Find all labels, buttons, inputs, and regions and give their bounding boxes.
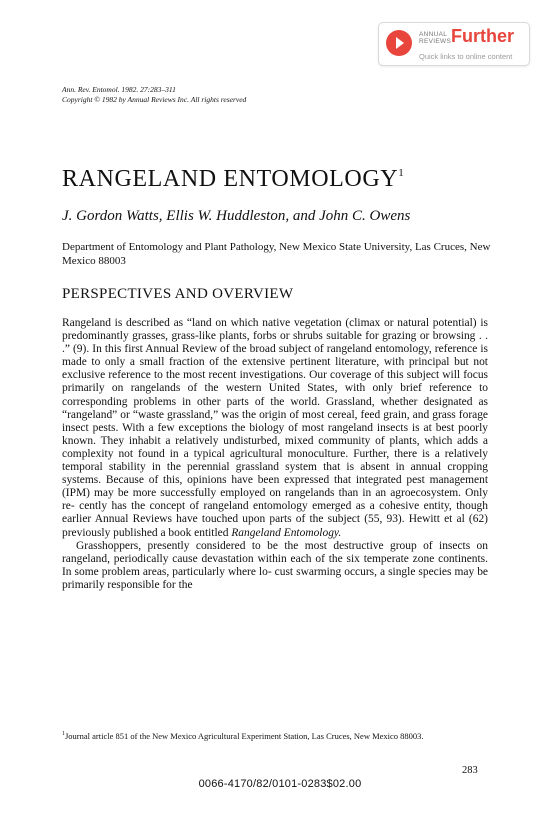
play-arrow-icon xyxy=(386,30,412,56)
article-title-text: RANGELAND ENTOMOLOGY xyxy=(62,166,399,192)
article-identifier: 0066-4170/82/0101-0283$02.00 xyxy=(198,778,362,790)
annual-reviews-further-badge[interactable] xyxy=(378,22,530,66)
footnote-text: Journal article 851 of the New Mexico Agricultural Experiment Station, Las Cruces, New Mexico 88003. xyxy=(65,730,424,741)
article-title xyxy=(62,166,404,193)
affiliation: Department of Entomology and Plant Pathology, New Mexico State University, Las Cruces, New Mexico 88003 xyxy=(62,241,491,267)
badge-further-label: Further xyxy=(451,26,514,46)
journal-citation xyxy=(62,85,246,105)
paragraph-2: Grasshoppers, presently considered to be the most destructive group of insects on rangeland, periodically cause devastation within each of the six temperate zone continents. In some problem areas, particularly where lo- cust swarming occurs, a single species may be primarily responsible for the xyxy=(62,539,488,591)
authors: J. Gordon Watts, Ellis W. Huddleston, and John C. Owens xyxy=(62,208,411,224)
page-number: 283 xyxy=(462,765,478,776)
paragraph-1 xyxy=(62,317,488,540)
badge-subtitle: Quick links to online content xyxy=(419,52,513,61)
footnote xyxy=(62,729,488,742)
paragraph-1-text: Rangeland is described as “land on which native vegetation (climax or natural potential) is predominantly grasses, grass-like plants, forbs or shrubs suitable for grazing or browsing . . .” (9). In this first Annual Review of the broad subject of rangeland entomology, reference is made to only a small fraction of the extensive pertinent literature, with principal but not exclusive reference to the most recent investigations. Our coverage of this subject will focus primarily on rangelands of the western United States, with only brief reference to corresponding problems in other parts of the world. Grassland, whether designated as “rangeland” or “waste grassland,” was the origin of most cereal, feed grain, and grass forage insect pests. With a few exceptions the biology of most rangeland insects is at best poorly known. They inhabit a relatively undisturbed, mixed community of plants, which adds a complexity not found in a typical agricultural monoculture. Further, there is a relatively temporal stability in the perennial grassland system that is absent in annual cropping systems. Because of this, opinions have been expressed that integrated pest management (IPM) may be more successfully employed on rangelands than in an agroecosystem. Only re- cently has the concept of rangeland entomology emerged as a cohesive entity, though earlier Annual Reviews have touched upon parts of the subject (55, 93). Hewitt et al (62) previously published a book entitled xyxy=(62,317,488,539)
citation-line2: Copyright © 1982 by Annual Reviews Inc. All rights reserved xyxy=(62,95,247,104)
badge-brand-line2: REVIEWS xyxy=(419,38,452,45)
footnote-mark: 1 xyxy=(62,731,65,737)
body-text xyxy=(62,317,488,592)
title-footnote-mark: 1 xyxy=(398,167,404,179)
citation-line1: Ann. Rev. Entomol. 1982. 27:283–311 xyxy=(62,85,176,94)
badge-brand-line1: ANNUAL xyxy=(419,31,448,38)
section-heading: PERSPECTIVES AND OVERVIEW xyxy=(62,286,294,302)
book-title: Rangeland Entomology. xyxy=(231,526,342,539)
